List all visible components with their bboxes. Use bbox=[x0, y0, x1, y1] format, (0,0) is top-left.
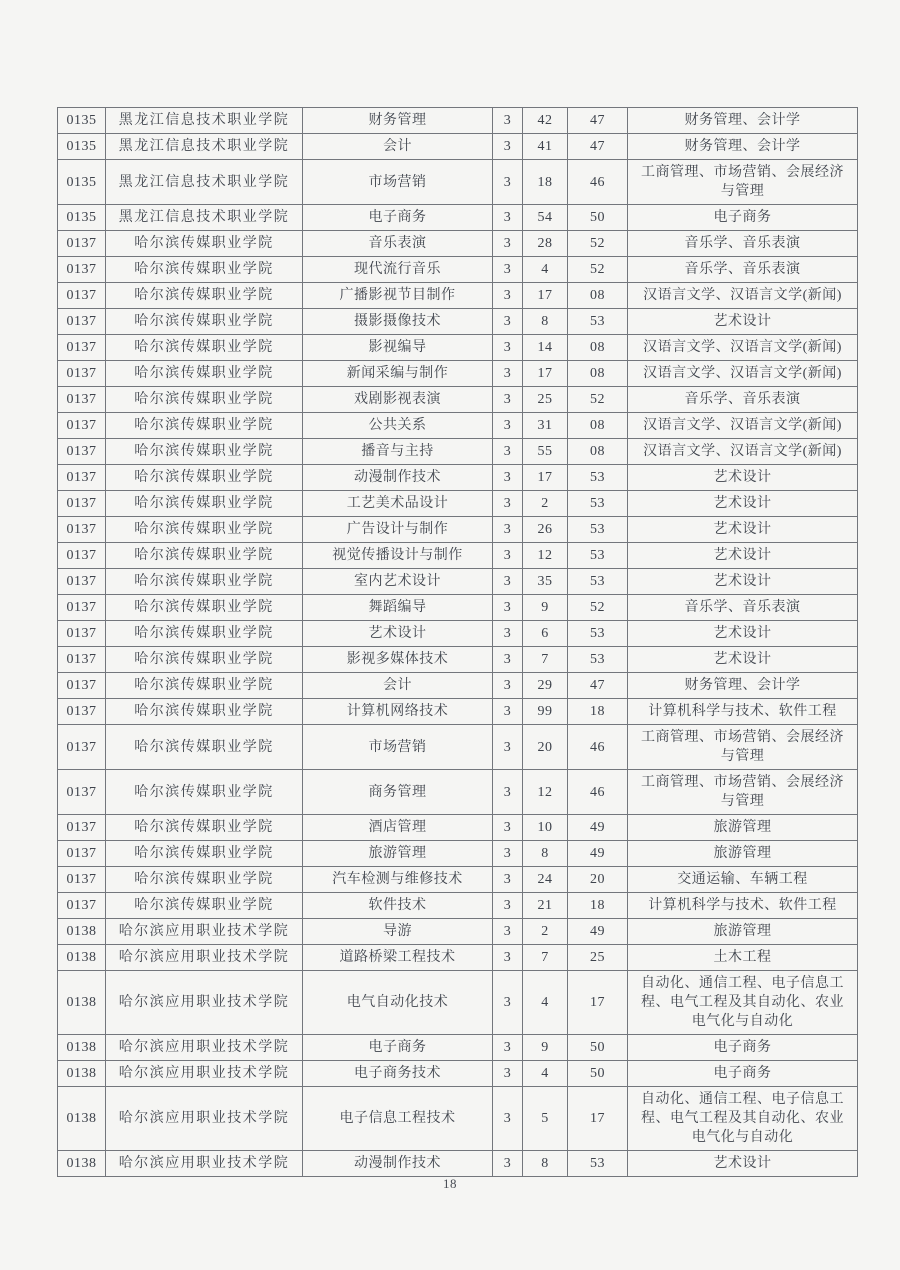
table-row bbox=[58, 971, 858, 1035]
cell-major-name: 影视多媒体技术 bbox=[303, 647, 493, 673]
cell-school-name: 黑龙江信息技术职业学院 bbox=[106, 108, 303, 134]
cell-school-name: 哈尔滨传媒职业学院 bbox=[106, 491, 303, 517]
table-row bbox=[58, 1035, 858, 1061]
table-row bbox=[58, 699, 858, 725]
cell-major-name: 市场营销 bbox=[303, 725, 493, 770]
cell-subject-code: 18 bbox=[568, 893, 628, 919]
cell-admit-count: 24 bbox=[523, 867, 568, 893]
cell-related-majors: 汉语言文学、汉语言文学(新闻) bbox=[628, 283, 858, 309]
table-row bbox=[58, 595, 858, 621]
cell-subject-code: 47 bbox=[568, 108, 628, 134]
table-row bbox=[58, 134, 858, 160]
table-row bbox=[58, 465, 858, 491]
table-row bbox=[58, 387, 858, 413]
table-row bbox=[58, 257, 858, 283]
cell-related-majors: 工商管理、市场营销、会展经济与管理 bbox=[628, 160, 858, 205]
cell-major-name: 会计 bbox=[303, 134, 493, 160]
cell-school-code: 0137 bbox=[58, 543, 106, 569]
cell-admit-count: 5 bbox=[523, 1087, 568, 1151]
cell-related-majors: 财务管理、会计学 bbox=[628, 108, 858, 134]
cell-years: 3 bbox=[493, 1035, 523, 1061]
cell-school-name: 黑龙江信息技术职业学院 bbox=[106, 134, 303, 160]
cell-subject-code: 49 bbox=[568, 815, 628, 841]
cell-subject-code: 08 bbox=[568, 335, 628, 361]
cell-admit-count: 8 bbox=[523, 309, 568, 335]
cell-school-name: 哈尔滨传媒职业学院 bbox=[106, 841, 303, 867]
cell-subject-code: 08 bbox=[568, 361, 628, 387]
cell-major-name: 公共关系 bbox=[303, 413, 493, 439]
cell-admit-count: 20 bbox=[523, 725, 568, 770]
cell-major-name: 电气自动化技术 bbox=[303, 971, 493, 1035]
cell-school-code: 0137 bbox=[58, 893, 106, 919]
cell-related-majors: 旅游管理 bbox=[628, 919, 858, 945]
cell-school-name: 哈尔滨传媒职业学院 bbox=[106, 725, 303, 770]
cell-years: 3 bbox=[493, 815, 523, 841]
table-row bbox=[58, 569, 858, 595]
cell-related-majors: 汉语言文学、汉语言文学(新闻) bbox=[628, 361, 858, 387]
cell-years: 3 bbox=[493, 945, 523, 971]
cell-related-majors: 旅游管理 bbox=[628, 815, 858, 841]
cell-subject-code: 52 bbox=[568, 257, 628, 283]
cell-school-name: 哈尔滨应用职业技术学院 bbox=[106, 1087, 303, 1151]
table-row bbox=[58, 919, 858, 945]
cell-years: 3 bbox=[493, 621, 523, 647]
cell-school-code: 0137 bbox=[58, 867, 106, 893]
cell-subject-code: 47 bbox=[568, 134, 628, 160]
table-row bbox=[58, 160, 858, 205]
cell-years: 3 bbox=[493, 517, 523, 543]
cell-school-name: 哈尔滨传媒职业学院 bbox=[106, 621, 303, 647]
cell-subject-code: 52 bbox=[568, 231, 628, 257]
cell-admit-count: 54 bbox=[523, 205, 568, 231]
cell-related-majors: 电子商务 bbox=[628, 1061, 858, 1087]
cell-subject-code: 50 bbox=[568, 205, 628, 231]
cell-subject-code: 53 bbox=[568, 491, 628, 517]
cell-years: 3 bbox=[493, 160, 523, 205]
cell-school-code: 0137 bbox=[58, 569, 106, 595]
cell-school-code: 0135 bbox=[58, 160, 106, 205]
cell-admit-count: 4 bbox=[523, 971, 568, 1035]
table-row bbox=[58, 621, 858, 647]
cell-years: 3 bbox=[493, 893, 523, 919]
cell-major-name: 现代流行音乐 bbox=[303, 257, 493, 283]
table-row bbox=[58, 647, 858, 673]
cell-school-code: 0137 bbox=[58, 491, 106, 517]
cell-school-name: 哈尔滨传媒职业学院 bbox=[106, 439, 303, 465]
table-row bbox=[58, 1087, 858, 1151]
cell-related-majors: 自动化、通信工程、电子信息工程、电气工程及其自动化、农业电气化与自动化 bbox=[628, 971, 858, 1035]
cell-school-code: 0137 bbox=[58, 387, 106, 413]
cell-school-code: 0137 bbox=[58, 647, 106, 673]
cell-admit-count: 17 bbox=[523, 465, 568, 491]
cell-major-name: 市场营销 bbox=[303, 160, 493, 205]
cell-subject-code: 46 bbox=[568, 725, 628, 770]
table-row bbox=[58, 543, 858, 569]
cell-admit-count: 29 bbox=[523, 673, 568, 699]
cell-major-name: 播音与主持 bbox=[303, 439, 493, 465]
cell-admit-count: 9 bbox=[523, 595, 568, 621]
cell-major-name: 影视编导 bbox=[303, 335, 493, 361]
cell-related-majors: 自动化、通信工程、电子信息工程、电气工程及其自动化、农业电气化与自动化 bbox=[628, 1087, 858, 1151]
cell-school-name: 哈尔滨传媒职业学院 bbox=[106, 361, 303, 387]
cell-school-code: 0137 bbox=[58, 621, 106, 647]
table-row bbox=[58, 108, 858, 134]
cell-related-majors: 艺术设计 bbox=[628, 647, 858, 673]
cell-admit-count: 17 bbox=[523, 361, 568, 387]
cell-major-name: 动漫制作技术 bbox=[303, 1151, 493, 1177]
cell-years: 3 bbox=[493, 699, 523, 725]
cell-school-code: 0138 bbox=[58, 919, 106, 945]
cell-related-majors: 财务管理、会计学 bbox=[628, 134, 858, 160]
cell-admit-count: 31 bbox=[523, 413, 568, 439]
cell-related-majors: 工商管理、市场营销、会展经济与管理 bbox=[628, 770, 858, 815]
cell-major-name: 道路桥梁工程技术 bbox=[303, 945, 493, 971]
cell-school-name: 哈尔滨传媒职业学院 bbox=[106, 465, 303, 491]
cell-school-name: 哈尔滨传媒职业学院 bbox=[106, 543, 303, 569]
cell-related-majors: 汉语言文学、汉语言文学(新闻) bbox=[628, 413, 858, 439]
cell-admit-count: 8 bbox=[523, 1151, 568, 1177]
cell-major-name: 电子信息工程技术 bbox=[303, 1087, 493, 1151]
cell-school-code: 0137 bbox=[58, 361, 106, 387]
cell-related-majors: 艺术设计 bbox=[628, 309, 858, 335]
cell-school-code: 0137 bbox=[58, 309, 106, 335]
cell-school-code: 0137 bbox=[58, 673, 106, 699]
cell-school-code: 0138 bbox=[58, 1035, 106, 1061]
cell-admit-count: 14 bbox=[523, 335, 568, 361]
cell-school-code: 0137 bbox=[58, 815, 106, 841]
cell-school-code: 0137 bbox=[58, 283, 106, 309]
cell-school-name: 哈尔滨传媒职业学院 bbox=[106, 231, 303, 257]
table-row bbox=[58, 815, 858, 841]
cell-school-code: 0138 bbox=[58, 1087, 106, 1151]
cell-related-majors: 交通运输、车辆工程 bbox=[628, 867, 858, 893]
cell-admit-count: 55 bbox=[523, 439, 568, 465]
cell-major-name: 电子商务 bbox=[303, 205, 493, 231]
cell-years: 3 bbox=[493, 919, 523, 945]
cell-major-name: 戏剧影视表演 bbox=[303, 387, 493, 413]
cell-school-name: 哈尔滨应用职业技术学院 bbox=[106, 1151, 303, 1177]
cell-related-majors: 艺术设计 bbox=[628, 543, 858, 569]
cell-major-name: 软件技术 bbox=[303, 893, 493, 919]
cell-subject-code: 53 bbox=[568, 543, 628, 569]
cell-admit-count: 25 bbox=[523, 387, 568, 413]
cell-subject-code: 47 bbox=[568, 673, 628, 699]
cell-related-majors: 音乐学、音乐表演 bbox=[628, 387, 858, 413]
table-row bbox=[58, 283, 858, 309]
cell-subject-code: 46 bbox=[568, 160, 628, 205]
cell-school-code: 0137 bbox=[58, 335, 106, 361]
cell-related-majors: 艺术设计 bbox=[628, 1151, 858, 1177]
cell-years: 3 bbox=[493, 465, 523, 491]
table-row bbox=[58, 1151, 858, 1177]
cell-major-name: 电子商务 bbox=[303, 1035, 493, 1061]
cell-major-name: 舞蹈编导 bbox=[303, 595, 493, 621]
cell-admit-count: 12 bbox=[523, 770, 568, 815]
cell-years: 3 bbox=[493, 770, 523, 815]
cell-admit-count: 2 bbox=[523, 919, 568, 945]
cell-school-name: 哈尔滨应用职业技术学院 bbox=[106, 971, 303, 1035]
cell-admit-count: 4 bbox=[523, 1061, 568, 1087]
table-row bbox=[58, 361, 858, 387]
cell-subject-code: 49 bbox=[568, 919, 628, 945]
cell-major-name: 财务管理 bbox=[303, 108, 493, 134]
cell-subject-code: 53 bbox=[568, 1151, 628, 1177]
cell-major-name: 艺术设计 bbox=[303, 621, 493, 647]
cell-related-majors: 计算机科学与技术、软件工程 bbox=[628, 699, 858, 725]
cell-major-name: 广播影视节目制作 bbox=[303, 283, 493, 309]
cell-subject-code: 52 bbox=[568, 595, 628, 621]
cell-school-code: 0137 bbox=[58, 257, 106, 283]
cell-major-name: 会计 bbox=[303, 673, 493, 699]
cell-school-name: 黑龙江信息技术职业学院 bbox=[106, 160, 303, 205]
cell-years: 3 bbox=[493, 335, 523, 361]
cell-school-name: 哈尔滨传媒职业学院 bbox=[106, 387, 303, 413]
cell-major-name: 酒店管理 bbox=[303, 815, 493, 841]
cell-school-name: 哈尔滨传媒职业学院 bbox=[106, 699, 303, 725]
cell-admit-count: 9 bbox=[523, 1035, 568, 1061]
cell-years: 3 bbox=[493, 439, 523, 465]
cell-admit-count: 42 bbox=[523, 108, 568, 134]
cell-years: 3 bbox=[493, 543, 523, 569]
cell-subject-code: 17 bbox=[568, 1087, 628, 1151]
cell-school-code: 0135 bbox=[58, 205, 106, 231]
table-row bbox=[58, 867, 858, 893]
cell-major-name: 旅游管理 bbox=[303, 841, 493, 867]
cell-years: 3 bbox=[493, 1151, 523, 1177]
cell-school-code: 0138 bbox=[58, 1151, 106, 1177]
cell-related-majors: 音乐学、音乐表演 bbox=[628, 257, 858, 283]
table-row bbox=[58, 725, 858, 770]
cell-school-code: 0137 bbox=[58, 517, 106, 543]
cell-school-name: 哈尔滨应用职业技术学院 bbox=[106, 919, 303, 945]
cell-major-name: 摄影摄像技术 bbox=[303, 309, 493, 335]
cell-subject-code: 08 bbox=[568, 439, 628, 465]
table-row bbox=[58, 770, 858, 815]
cell-school-code: 0137 bbox=[58, 439, 106, 465]
cell-school-code: 0135 bbox=[58, 134, 106, 160]
cell-related-majors: 汉语言文学、汉语言文学(新闻) bbox=[628, 439, 858, 465]
cell-admit-count: 6 bbox=[523, 621, 568, 647]
cell-years: 3 bbox=[493, 231, 523, 257]
cell-related-majors: 土木工程 bbox=[628, 945, 858, 971]
cell-school-code: 0137 bbox=[58, 413, 106, 439]
cell-school-code: 0137 bbox=[58, 770, 106, 815]
cell-major-name: 音乐表演 bbox=[303, 231, 493, 257]
cell-school-name: 哈尔滨传媒职业学院 bbox=[106, 673, 303, 699]
cell-school-code: 0137 bbox=[58, 841, 106, 867]
cell-subject-code: 50 bbox=[568, 1061, 628, 1087]
cell-years: 3 bbox=[493, 971, 523, 1035]
cell-school-name: 哈尔滨传媒职业学院 bbox=[106, 647, 303, 673]
cell-school-name: 哈尔滨传媒职业学院 bbox=[106, 569, 303, 595]
cell-major-name: 视觉传播设计与制作 bbox=[303, 543, 493, 569]
cell-school-name: 哈尔滨应用职业技术学院 bbox=[106, 1035, 303, 1061]
table-row bbox=[58, 945, 858, 971]
table-row bbox=[58, 491, 858, 517]
cell-related-majors: 艺术设计 bbox=[628, 569, 858, 595]
cell-years: 3 bbox=[493, 283, 523, 309]
cell-years: 3 bbox=[493, 257, 523, 283]
cell-related-majors: 工商管理、市场营销、会展经济与管理 bbox=[628, 725, 858, 770]
cell-years: 3 bbox=[493, 387, 523, 413]
cell-subject-code: 53 bbox=[568, 621, 628, 647]
cell-major-name: 室内艺术设计 bbox=[303, 569, 493, 595]
cell-subject-code: 25 bbox=[568, 945, 628, 971]
cell-years: 3 bbox=[493, 647, 523, 673]
cell-school-name: 哈尔滨传媒职业学院 bbox=[106, 867, 303, 893]
cell-years: 3 bbox=[493, 205, 523, 231]
cell-subject-code: 18 bbox=[568, 699, 628, 725]
cell-admit-count: 28 bbox=[523, 231, 568, 257]
cell-major-name: 导游 bbox=[303, 919, 493, 945]
cell-major-name: 电子商务技术 bbox=[303, 1061, 493, 1087]
cell-subject-code: 53 bbox=[568, 569, 628, 595]
cell-years: 3 bbox=[493, 673, 523, 699]
table-row bbox=[58, 1061, 858, 1087]
cell-related-majors: 艺术设计 bbox=[628, 621, 858, 647]
cell-subject-code: 49 bbox=[568, 841, 628, 867]
cell-subject-code: 53 bbox=[568, 647, 628, 673]
cell-admit-count: 12 bbox=[523, 543, 568, 569]
cell-related-majors: 电子商务 bbox=[628, 205, 858, 231]
cell-major-name: 计算机网络技术 bbox=[303, 699, 493, 725]
cell-related-majors: 汉语言文学、汉语言文学(新闻) bbox=[628, 335, 858, 361]
cell-school-code: 0137 bbox=[58, 699, 106, 725]
cell-major-name: 新闻采编与制作 bbox=[303, 361, 493, 387]
cell-related-majors: 旅游管理 bbox=[628, 841, 858, 867]
cell-school-code: 0138 bbox=[58, 971, 106, 1035]
cell-school-name: 哈尔滨传媒职业学院 bbox=[106, 893, 303, 919]
cell-years: 3 bbox=[493, 108, 523, 134]
cell-school-name: 哈尔滨传媒职业学院 bbox=[106, 770, 303, 815]
cell-years: 3 bbox=[493, 309, 523, 335]
admissions-table bbox=[57, 107, 858, 1177]
cell-years: 3 bbox=[493, 595, 523, 621]
cell-school-name: 哈尔滨传媒职业学院 bbox=[106, 257, 303, 283]
table-row bbox=[58, 673, 858, 699]
cell-related-majors: 音乐学、音乐表演 bbox=[628, 595, 858, 621]
cell-school-name: 哈尔滨传媒职业学院 bbox=[106, 335, 303, 361]
cell-related-majors: 音乐学、音乐表演 bbox=[628, 231, 858, 257]
cell-school-name: 哈尔滨传媒职业学院 bbox=[106, 283, 303, 309]
cell-subject-code: 17 bbox=[568, 971, 628, 1035]
cell-admit-count: 2 bbox=[523, 491, 568, 517]
cell-related-majors: 艺术设计 bbox=[628, 465, 858, 491]
cell-related-majors: 计算机科学与技术、软件工程 bbox=[628, 893, 858, 919]
cell-major-name: 动漫制作技术 bbox=[303, 465, 493, 491]
table-row bbox=[58, 231, 858, 257]
cell-school-code: 0137 bbox=[58, 595, 106, 621]
table-row bbox=[58, 309, 858, 335]
cell-subject-code: 08 bbox=[568, 283, 628, 309]
cell-admit-count: 21 bbox=[523, 893, 568, 919]
cell-related-majors: 艺术设计 bbox=[628, 491, 858, 517]
cell-years: 3 bbox=[493, 867, 523, 893]
cell-years: 3 bbox=[493, 361, 523, 387]
cell-school-code: 0138 bbox=[58, 1061, 106, 1087]
cell-school-name: 哈尔滨传媒职业学院 bbox=[106, 517, 303, 543]
cell-subject-code: 53 bbox=[568, 309, 628, 335]
cell-major-name: 汽车检测与维修技术 bbox=[303, 867, 493, 893]
cell-subject-code: 53 bbox=[568, 517, 628, 543]
cell-subject-code: 08 bbox=[568, 413, 628, 439]
cell-admit-count: 35 bbox=[523, 569, 568, 595]
cell-subject-code: 53 bbox=[568, 465, 628, 491]
cell-admit-count: 7 bbox=[523, 945, 568, 971]
table-row bbox=[58, 841, 858, 867]
cell-related-majors: 财务管理、会计学 bbox=[628, 673, 858, 699]
cell-school-name: 哈尔滨传媒职业学院 bbox=[106, 595, 303, 621]
cell-school-name: 哈尔滨传媒职业学院 bbox=[106, 815, 303, 841]
admissions-table-body bbox=[58, 108, 858, 1177]
cell-school-code: 0137 bbox=[58, 465, 106, 491]
cell-admit-count: 18 bbox=[523, 160, 568, 205]
cell-related-majors: 电子商务 bbox=[628, 1035, 858, 1061]
table-row bbox=[58, 439, 858, 465]
cell-years: 3 bbox=[493, 1061, 523, 1087]
cell-years: 3 bbox=[493, 1087, 523, 1151]
cell-school-code: 0137 bbox=[58, 231, 106, 257]
cell-school-name: 哈尔滨应用职业技术学院 bbox=[106, 1061, 303, 1087]
cell-admit-count: 99 bbox=[523, 699, 568, 725]
table-row bbox=[58, 205, 858, 231]
cell-major-name: 商务管理 bbox=[303, 770, 493, 815]
cell-years: 3 bbox=[493, 725, 523, 770]
cell-school-code: 0138 bbox=[58, 945, 106, 971]
cell-admit-count: 41 bbox=[523, 134, 568, 160]
page-number: 18 bbox=[443, 1176, 457, 1191]
cell-subject-code: 50 bbox=[568, 1035, 628, 1061]
cell-admit-count: 4 bbox=[523, 257, 568, 283]
cell-years: 3 bbox=[493, 569, 523, 595]
cell-years: 3 bbox=[493, 841, 523, 867]
table-row bbox=[58, 893, 858, 919]
cell-school-name: 哈尔滨传媒职业学院 bbox=[106, 309, 303, 335]
cell-major-name: 工艺美术品设计 bbox=[303, 491, 493, 517]
cell-major-name: 广告设计与制作 bbox=[303, 517, 493, 543]
cell-school-code: 0135 bbox=[58, 108, 106, 134]
table-row bbox=[58, 517, 858, 543]
cell-subject-code: 46 bbox=[568, 770, 628, 815]
cell-years: 3 bbox=[493, 134, 523, 160]
cell-school-name: 哈尔滨应用职业技术学院 bbox=[106, 945, 303, 971]
table-row bbox=[58, 413, 858, 439]
cell-admit-count: 8 bbox=[523, 841, 568, 867]
cell-years: 3 bbox=[493, 491, 523, 517]
cell-subject-code: 20 bbox=[568, 867, 628, 893]
cell-school-code: 0137 bbox=[58, 725, 106, 770]
cell-admit-count: 17 bbox=[523, 283, 568, 309]
cell-admit-count: 26 bbox=[523, 517, 568, 543]
cell-school-name: 黑龙江信息技术职业学院 bbox=[106, 205, 303, 231]
cell-school-name: 哈尔滨传媒职业学院 bbox=[106, 413, 303, 439]
cell-subject-code: 52 bbox=[568, 387, 628, 413]
table-row bbox=[58, 335, 858, 361]
cell-related-majors: 艺术设计 bbox=[628, 517, 858, 543]
cell-admit-count: 7 bbox=[523, 647, 568, 673]
cell-admit-count: 10 bbox=[523, 815, 568, 841]
cell-years: 3 bbox=[493, 413, 523, 439]
